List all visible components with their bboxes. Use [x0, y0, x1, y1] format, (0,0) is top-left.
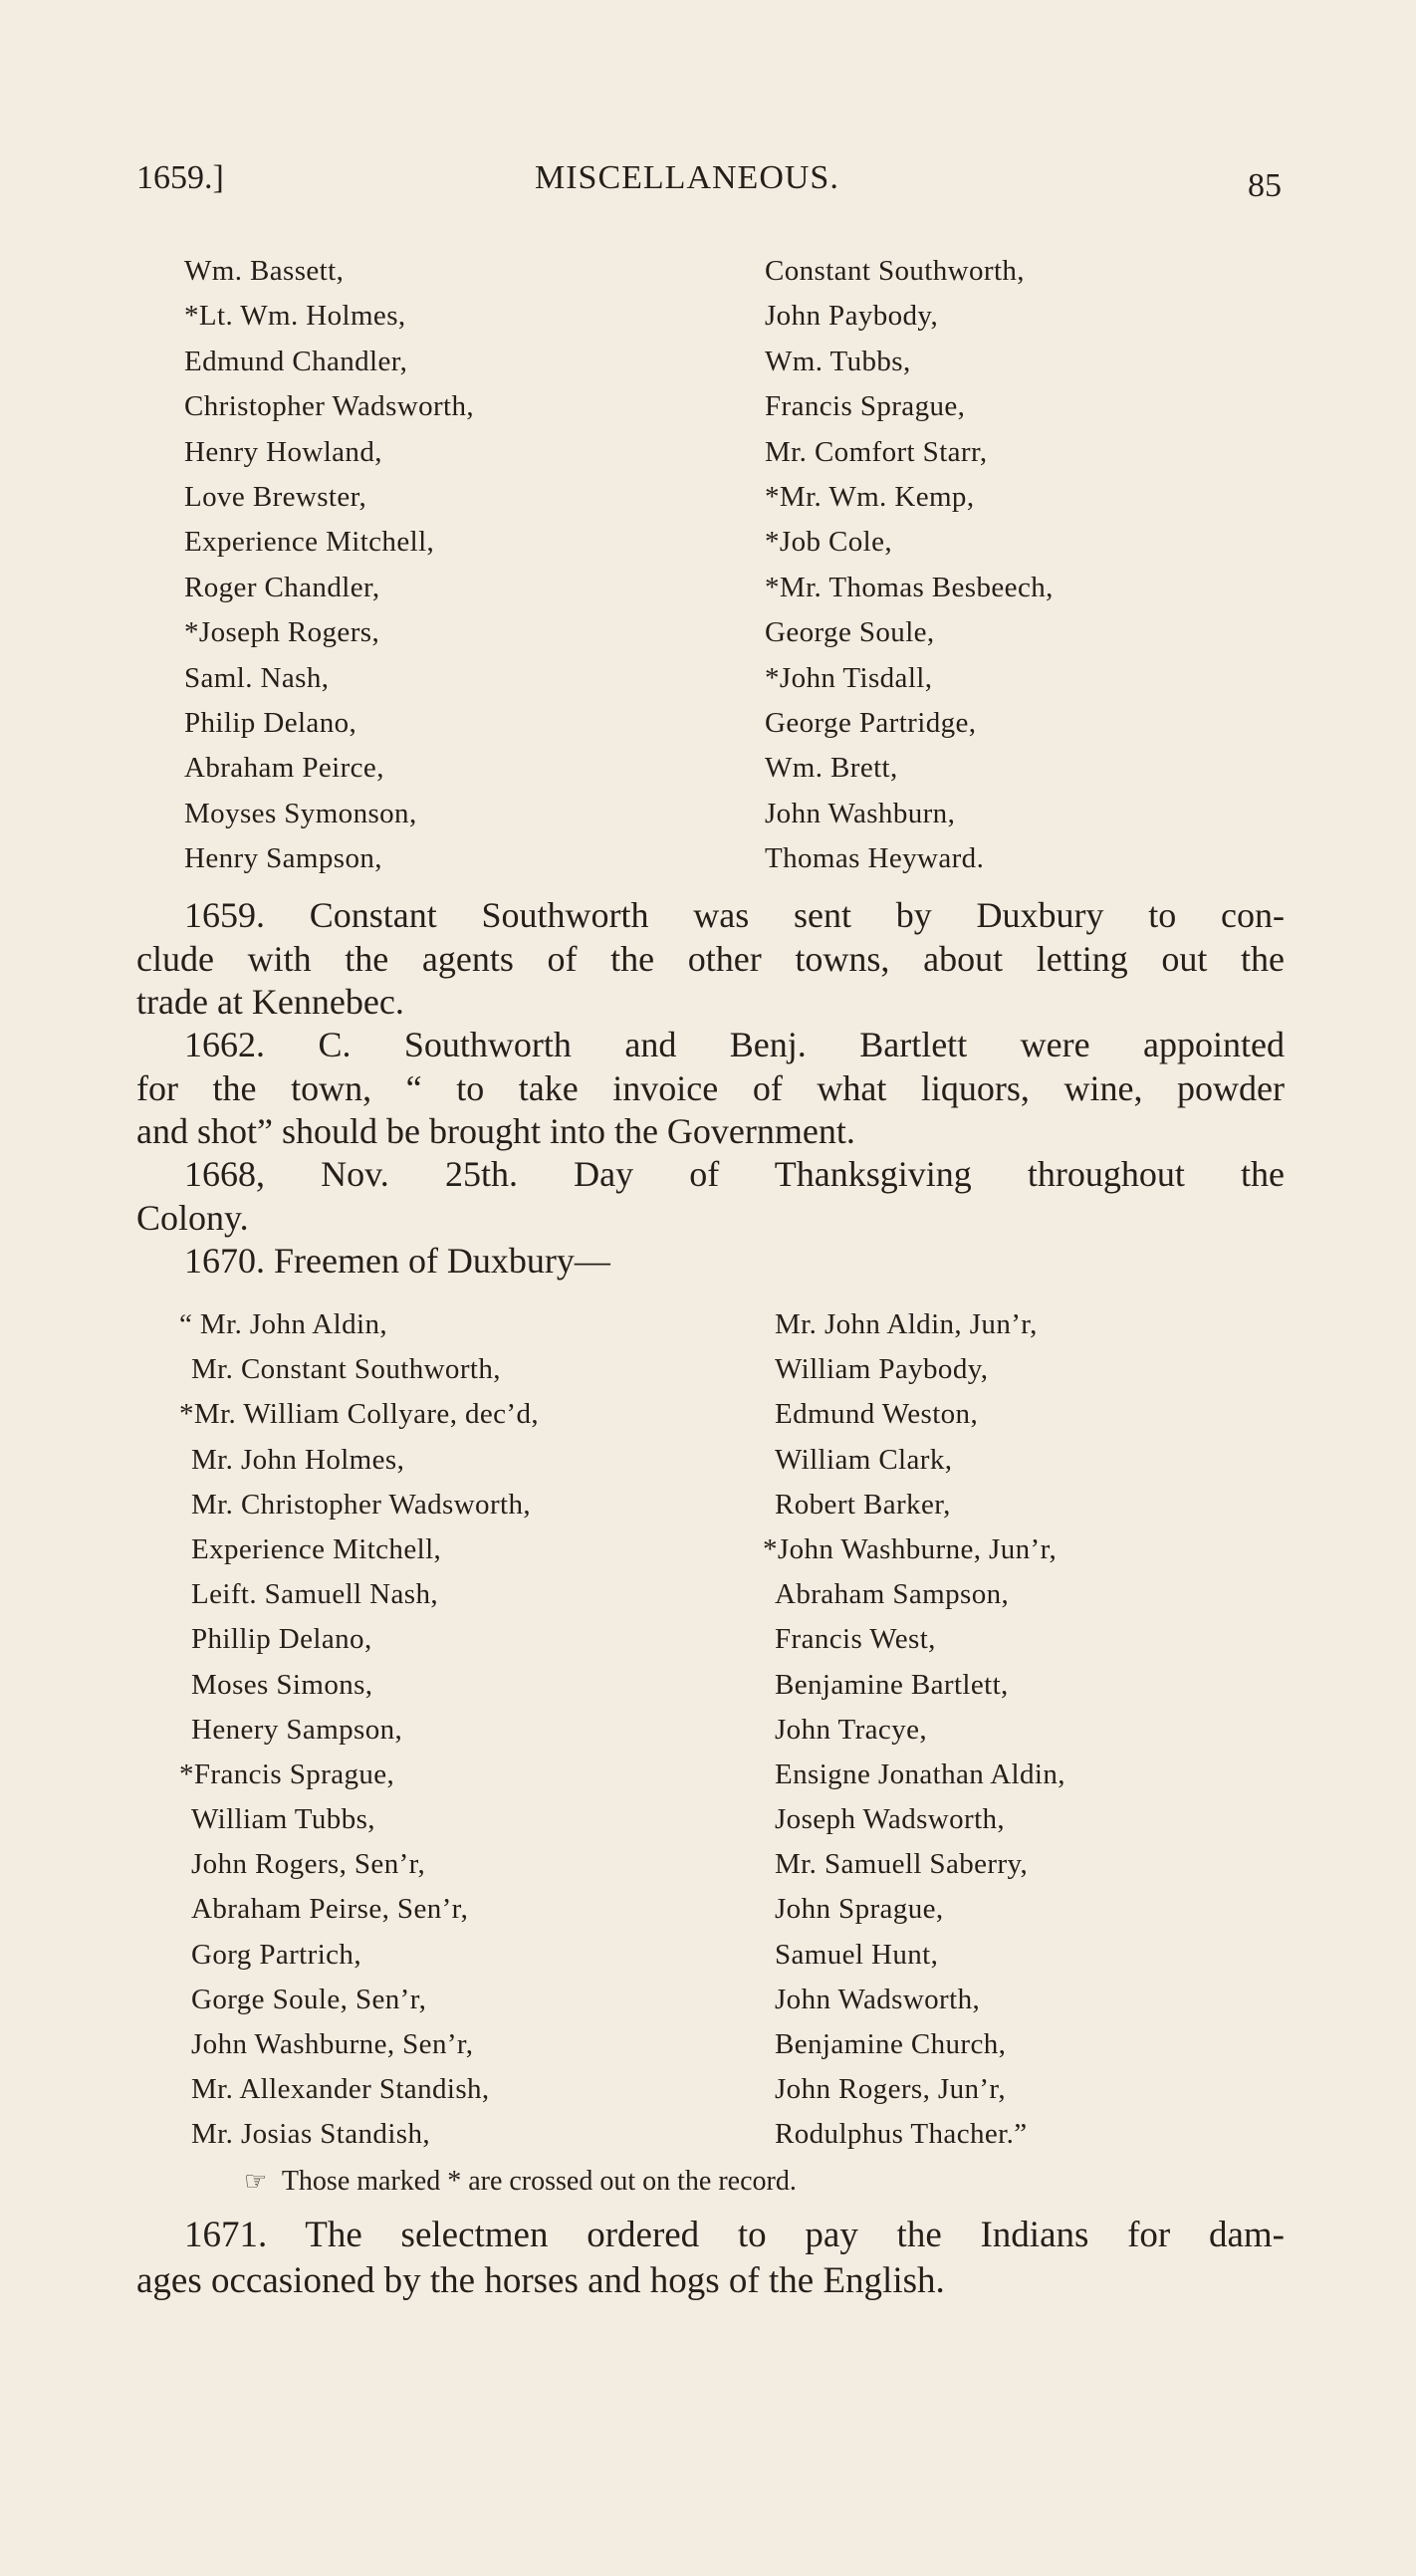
list-item: Experience Mitchell, — [191, 1532, 442, 1565]
list-item: Benjamine Church, — [775, 2028, 1007, 2060]
footnote — [244, 2166, 797, 2198]
list-item: *Joseph Rogers, — [184, 616, 380, 649]
list-item: Abraham Sampson, — [775, 1578, 1010, 1611]
header-year: 1659.] — [136, 159, 224, 196]
list-item: *Lt. Wm. Holmes, — [184, 300, 406, 333]
list-item: Francis Sprague, — [765, 390, 966, 423]
names-list-1 — [0, 249, 1416, 886]
names-list-1-left-column — [184, 249, 474, 881]
list-item: *John Tisdall, — [765, 661, 933, 694]
list-item: Moses Simons, — [191, 1668, 373, 1701]
list-item: John Wadsworth, — [775, 1983, 981, 2015]
list-item: George Partridge, — [765, 706, 977, 739]
paragraph-line: 1670. Freemen of Duxbury— — [184, 1241, 610, 1281]
paragraph-1668 — [136, 1153, 1285, 1240]
list-item: John Sprague, — [775, 1893, 944, 1926]
list-item: Henry Sampson, — [184, 842, 382, 875]
pointing-hand-icon: ☞ — [244, 2167, 266, 2196]
list-item: Henry Howland, — [184, 435, 382, 468]
list-item: John Washburn, — [765, 797, 956, 829]
paragraph-1671 — [136, 2213, 1285, 2304]
names-list-2-left-column — [179, 1302, 540, 2158]
list-item: William Tubbs, — [191, 1803, 375, 1836]
paragraph-1659 — [136, 894, 1285, 1025]
list-item: George Soule, — [765, 616, 935, 649]
list-item: William Clark, — [775, 1443, 953, 1476]
list-item: Benjamine Bartlett, — [775, 1668, 1009, 1701]
list-item: Joseph Wadsworth, — [775, 1803, 1006, 1836]
list-item: Gorge Soule, Sen’r, — [191, 1983, 427, 2015]
list-item: Saml. Nash, — [184, 661, 330, 694]
paragraph-line: 1662. C. Southworth and Benj. Bartlett were appointed — [184, 1025, 1285, 1064]
list-item: Gorg Partrich, — [191, 1938, 361, 1971]
list-item: Thomas Heyward. — [765, 842, 985, 875]
list-item: Mr. Comfort Starr, — [765, 435, 988, 468]
list-item: Moyses Symonson, — [184, 797, 417, 829]
list-item: Ensigne Jonathan Aldin, — [775, 1757, 1065, 1790]
list-item: Mr. Josias Standish, — [191, 2118, 431, 2151]
list-item: William Paybody, — [775, 1353, 989, 1386]
list-item: Experience Mitchell, — [184, 526, 435, 559]
list-item: Mr. Samuell Saberry, — [775, 1848, 1029, 1881]
list-item: Phillip Delano, — [191, 1623, 372, 1656]
list-item: Edmund Chandler, — [184, 345, 408, 377]
list-item: Constant Southworth, — [765, 255, 1025, 287]
paragraph-line: clude with the agents of the other towns, about letting out the — [136, 938, 1285, 979]
list-item: Abraham Peirse, Sen’r, — [191, 1893, 469, 1926]
running-header — [136, 159, 1282, 211]
list-item: Abraham Peirce, — [184, 752, 384, 785]
paragraph-line: trade at Kennebec. — [136, 982, 404, 1022]
list-item: John Rogers, Jun’r, — [775, 2073, 1006, 2106]
list-item: John Washburne, Sen’r, — [191, 2028, 474, 2060]
list-item: *Mr. Thomas Besbeech, — [765, 571, 1054, 603]
list-item: Mr. John Holmes, — [191, 1443, 405, 1476]
names-list-2 — [0, 1302, 1416, 2169]
list-item: John Tracye, — [775, 1713, 928, 1746]
paragraph-1662 — [136, 1024, 1285, 1154]
paragraph-line: 1671. The selectmen ordered to pay the Indians for dam- — [184, 2215, 1285, 2255]
paragraph-line: and shot” should be brought into the Government. — [136, 1111, 855, 1151]
list-item: Francis West, — [775, 1623, 936, 1656]
list-item: Wm. Tubbs, — [765, 345, 911, 377]
list-item: *Mr. William Collyare, dec’d, — [179, 1398, 540, 1431]
list-item: Christopher Wadsworth, — [184, 390, 475, 423]
page-number: 85 — [1248, 167, 1282, 204]
list-item: Rodulphus Thacher.” — [775, 2118, 1028, 2151]
list-item: Mr. Constant Southworth, — [191, 1353, 501, 1386]
list-item: Mr. Allexander Standish, — [191, 2073, 490, 2106]
list-item: Edmund Weston, — [775, 1398, 979, 1431]
list-item: *John Washburne, Jun’r, — [763, 1532, 1058, 1565]
names-list-1-right-column — [765, 249, 1054, 881]
list-item: *Mr. Wm. Kemp, — [765, 480, 975, 513]
header-title: MISCELLANEOUS. — [535, 159, 839, 196]
paragraph-line: 1668, Nov. 25th. Day of Thanksgiving throughout the — [184, 1154, 1285, 1194]
list-item: John Rogers, Sen’r, — [191, 1848, 426, 1881]
list-item: “ Mr. John Aldin, — [179, 1308, 388, 1340]
paragraph-1670 — [136, 1240, 1285, 1284]
list-item: John Paybody, — [765, 300, 939, 333]
list-item: Wm. Brett, — [765, 752, 898, 785]
list-item: Robert Barker, — [775, 1488, 951, 1521]
list-item: Henery Sampson, — [191, 1713, 403, 1746]
list-item: Philip Delano, — [184, 706, 357, 739]
list-item: *Francis Sprague, — [179, 1757, 395, 1790]
paragraph-line: Colony. — [136, 1197, 249, 1238]
list-item: Leift. Samuell Nash, — [191, 1578, 439, 1611]
list-item: *Job Cole, — [765, 526, 893, 559]
list-item: Wm. Bassett, — [184, 255, 345, 287]
paragraph-line: 1659. Constant Southworth was sent by Duxbury to con- — [184, 895, 1285, 935]
list-item: Mr. John Aldin, Jun’r, — [775, 1308, 1038, 1340]
list-item: Roger Chandler, — [184, 571, 380, 603]
list-item: Mr. Christopher Wadsworth, — [191, 1488, 532, 1521]
list-item: Samuel Hunt, — [775, 1938, 939, 1971]
list-item: Love Brewster, — [184, 480, 367, 513]
paragraph-line: for the town, “ to take invoice of what liquors, wine, powder — [136, 1067, 1285, 1108]
footnote-text: Those marked * are crossed out on the record. — [281, 2166, 797, 2197]
names-list-2-right-column — [763, 1302, 1065, 2158]
paragraph-line: ages occasioned by the horses and hogs of the English. — [136, 2260, 945, 2301]
